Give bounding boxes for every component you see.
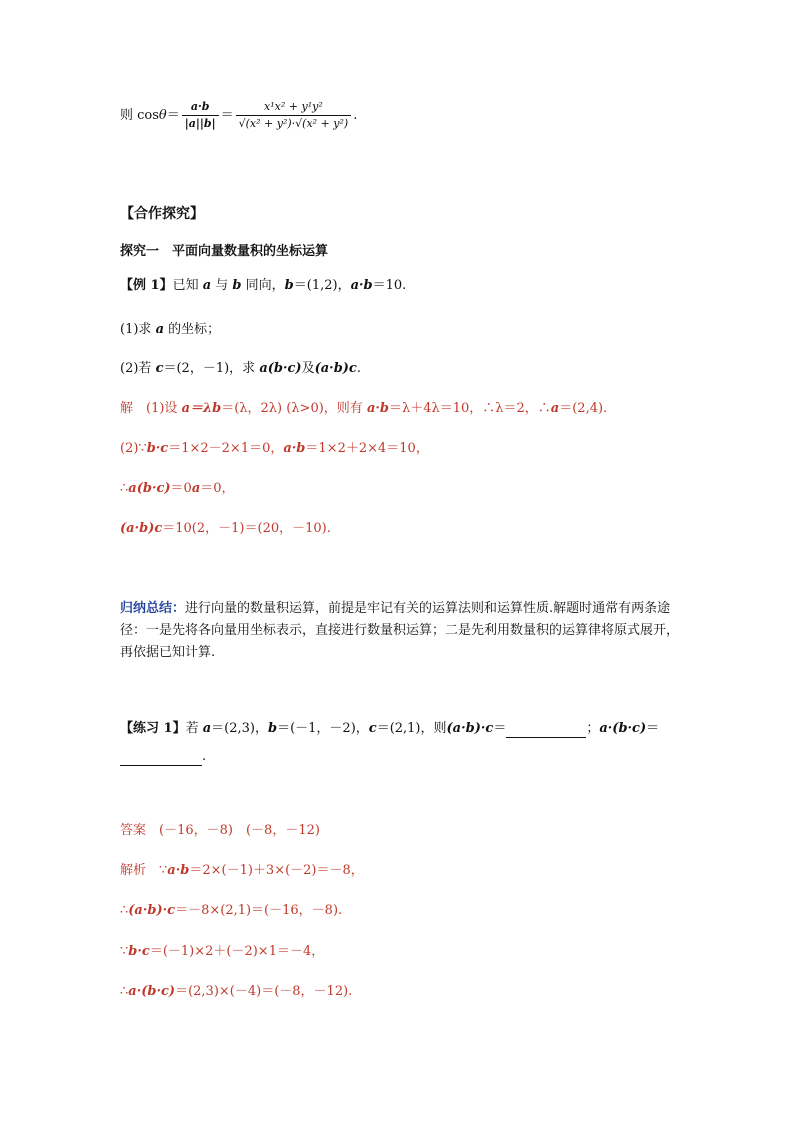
cosine-formula [120,100,357,131]
solution-text: ＝1×2－2×1＝0， [168,441,284,456]
section-title: 【合作探究】 [120,206,204,222]
solution-expr: (a·b)c [120,521,163,536]
answer-blank-1[interactable] [506,723,586,738]
analysis-text: ∴ [120,903,129,918]
question-2-text: ＝(2，－1)，求 [163,361,260,376]
practice-1-text: ； [586,721,600,736]
solution-text: ＝10(2，－1)＝(20，－10). [162,521,331,536]
example-1-text: 已知 [172,278,203,293]
expression-ab-c: (a·b)c [314,361,357,376]
solution-expr: a [191,481,201,496]
analysis-text: ∵ [159,863,168,878]
dot-product-ab: a·b [350,278,373,293]
answer-blank-2[interactable] [120,751,202,766]
analysis-line-4 [120,983,352,1001]
solution-line-4 [120,520,331,538]
question-1-text: (1)求 [120,322,156,337]
analysis-text: ＝2×(－1)＋3×(－2)＝－8， [189,863,364,878]
solution-text: ＝0 [170,481,192,496]
practice-1 [120,720,659,738]
vector-b: b [232,278,242,293]
analysis-expr: (a·b)·c [128,903,176,918]
vector-b: b [284,278,294,293]
solution-text: (2)∵ [120,441,147,456]
analysis-text: ∵ [120,944,129,959]
question-2 [120,360,361,378]
example-1-text: ＝(1,2)， [293,278,351,293]
summary-paragraph [120,598,680,664]
practice-1-text: ＝(2,1)，则 [376,721,447,736]
expression-a-bc: a·(b·c) [599,721,647,736]
solution-expr: a(b·c) [128,481,171,496]
vector-b: b [267,721,278,736]
vector-a: a [202,721,212,736]
practice-1-line-2 [120,748,206,766]
example-1-text: 同向， [241,278,285,293]
solution-text: ＝0， [200,481,235,496]
practice-1-text: ＝(－1，－2)， [277,721,369,736]
solution-text: (1)设 [146,401,182,416]
solution-line-1 [120,400,607,418]
practice-1-text: ＝ [646,721,660,736]
practice-1-text: 若 [185,721,203,736]
formula-end: . [353,108,358,123]
question-2-text: (2)若 [120,361,156,376]
expression-a-bc: a(b·c) [259,361,302,376]
analysis-text: ＝－8×(2,1)＝(－16，－8). [175,903,343,918]
solution-expr: a·b [366,401,389,416]
solution-label: 解 [120,401,147,416]
solution-text: ＝λ＋4λ＝10，∴λ＝2，∴ [388,401,551,416]
question-1-text: 的坐标； [164,322,221,337]
solution-line-2 [120,440,429,458]
vector-a: a [202,278,212,293]
analysis-line-1 [120,862,364,880]
answer-label: 答案 [120,823,160,838]
solution-expr: a＝λb [181,401,222,416]
solution-text: ＝1×2＋2×4＝10， [305,441,429,456]
formula-fraction-1 [182,100,219,131]
analysis-label: 解析 [120,863,160,878]
fraction-2-numerator: x¹x² + y¹y² [236,100,352,116]
vector-c: c [155,361,164,376]
analysis-text: ∴ [120,984,129,999]
analysis-expr: a·b [167,863,190,878]
analysis-expr: a·(b·c) [128,984,176,999]
solution-text: ＝(2,4). [559,401,608,416]
example-1 [120,277,406,295]
solution-expr: a [550,401,560,416]
formula-fraction-2 [236,100,352,131]
vector-c: c [368,721,377,736]
answer-text: (－16，－8) (－8，－12) [159,823,320,838]
practice-1-text: ＝(2,3)， [211,721,268,736]
analysis-line-2 [120,902,342,920]
question-2-text: 及 [301,361,315,376]
practice-1-tag: 【练习 1】 [120,721,186,736]
example-1-text: ＝10. [372,278,407,293]
fraction-2-denominator: √(x² + y²)·√(x² + y²) [238,117,349,130]
analysis-expr: b·c [128,944,150,959]
solution-expr: a·b [283,441,306,456]
formula-eq-1: ＝ [166,108,180,123]
solution-text: ∴ [120,481,129,496]
practice-1-text: . [202,749,207,764]
analysis-text: ＝(2,3)×(－4)＝(－8，－12). [175,984,353,999]
solution-text: ＝(λ，2λ) (λ>0)，则有 [221,401,367,416]
fraction-1-denominator: |a||b| [184,117,216,130]
expression-ab-c: (a·b)·c [446,721,494,736]
solution-line-3 [120,480,235,498]
formula-prefix: 则 cos [120,108,159,123]
fraction-1-numerator: a·b [182,100,219,116]
answer-line [120,822,320,840]
question-1 [120,321,220,339]
question-2-text: . [356,361,361,376]
formula-theta: θ [158,108,167,123]
analysis-text: ＝(－1)×2＋(－2)×1＝－4， [149,944,325,959]
analysis-line-3 [120,943,324,961]
solution-expr: b·c [146,441,169,456]
vector-a: a [155,322,164,337]
practice-1-text: ＝ [493,721,507,736]
example-1-tag: 【例 1】 [120,278,173,293]
summary-text: 进行向量的数量积运算，前提是牢记有关的运算法则和运算性质.解题时通常有两条途径：一是先将各向量用坐标表示，直接进行数量积运算；二是先利用数量积的运算律将原式展开，再依据已知计算. [120,601,680,660]
formula-eq-2: ＝ [220,108,234,123]
example-1-text: 与 [211,278,233,293]
subsection-title: 探究一 平面向量数量积的坐标运算 [120,244,329,259]
summary-label: 归纳总结： [120,601,186,616]
